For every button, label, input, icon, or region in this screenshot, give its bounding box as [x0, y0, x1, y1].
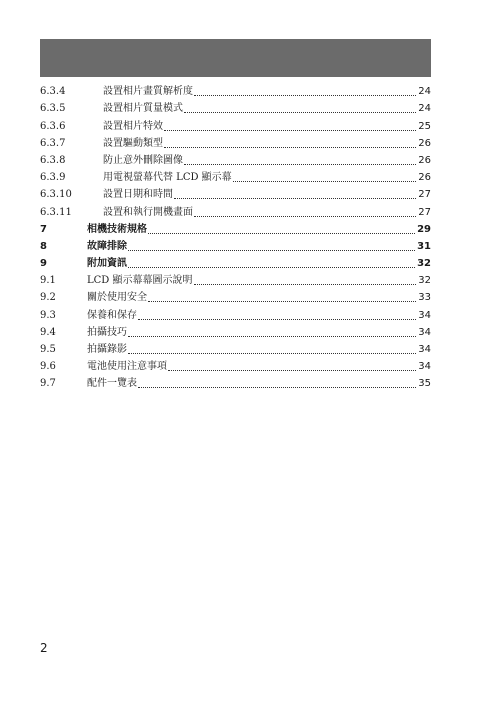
toc-entry-line: [103, 207, 431, 219]
toc-entry[interactable]: 8 故障排除 31: [40, 240, 431, 252]
toc-entry-page: 34: [418, 326, 431, 338]
toc-entry-page: 27: [418, 206, 431, 218]
toc-entry-title: 用電視螢幕代替 LCD 顯示幕: [103, 172, 232, 184]
toc-entry-page: 34: [418, 361, 431, 373]
toc-entry[interactable]: 9 附加資訊 32: [40, 258, 431, 270]
dot-leader: [148, 233, 415, 234]
dot-leader: [128, 267, 415, 268]
toc-entry-page: 24: [418, 103, 431, 115]
toc-entry-page: 33: [418, 292, 431, 304]
dot-leader: [194, 95, 416, 96]
toc-entry[interactable]: 6.3.11 設置和執行開機畫面 27: [40, 206, 431, 218]
toc-entry-title: 防止意外刪除圖像: [103, 154, 183, 166]
toc-entry-title: 設置相片畫質解析度: [103, 86, 193, 98]
toc-entry-title: 附加資訊: [87, 258, 127, 270]
toc-entry-title: 拍攝錄影: [87, 344, 127, 355]
toc-entry[interactable]: 9.6 電池使用注意事項 34: [40, 361, 431, 373]
dot-leader: [138, 319, 416, 320]
dot-leader: [164, 130, 416, 131]
toc-entry-title: LCD 顯示幕幕圖示說明: [87, 275, 193, 287]
toc-entry[interactable]: 6.3.5 設置相片質量模式 24: [40, 103, 431, 115]
toc-entry-title: 故障排除: [87, 240, 127, 252]
toc-entry-page: 32: [417, 258, 431, 270]
toc-entry-line: [103, 172, 431, 184]
dot-leader: [233, 181, 417, 182]
dot-leader: [164, 147, 416, 148]
toc-entry-line: [103, 155, 431, 167]
toc-entry-page: 26: [418, 137, 431, 149]
toc-entry[interactable]: 9.5 拍攝錄影 34: [40, 344, 431, 355]
page-number: 2: [40, 641, 48, 655]
toc-entry-title: 電池使用注意事項: [87, 361, 167, 373]
toc-entry-line: [103, 121, 431, 133]
toc-entry-title: 相機技術規格: [87, 223, 147, 235]
toc-entry-page: 34: [418, 344, 431, 355]
toc-entry-title: 設置日期和時間: [103, 189, 173, 201]
toc-entry-line: [87, 258, 431, 270]
dot-leader: [138, 387, 416, 388]
toc-entry-line: [87, 310, 431, 322]
toc-entry-line: [87, 275, 431, 287]
toc-entry[interactable]: 9.3 保養和保存 34: [40, 309, 431, 321]
toc-entry[interactable]: 9.4 拍攝技巧 34: [40, 326, 431, 338]
header-bar: [40, 39, 431, 77]
toc-entry[interactable]: 6.3.4 設置相片畫質解析度 24: [40, 86, 431, 98]
dot-leader: [128, 250, 415, 251]
dot-leader: [148, 301, 416, 302]
dot-leader: [194, 284, 417, 285]
toc-entry-page: 25: [418, 120, 431, 132]
toc-entry-page: 34: [418, 309, 431, 321]
toc-entry-title: 拍攝技巧: [87, 326, 127, 338]
toc-entry-line: [87, 292, 431, 304]
dot-leader: [184, 164, 416, 165]
toc-entry[interactable]: 6.3.6 設置相片特效 25: [40, 120, 431, 132]
toc-entry-page: 26: [418, 172, 431, 184]
toc-entry-line: [87, 378, 431, 390]
toc-entry-title: 設置驅動類型: [103, 137, 163, 149]
toc-entry-title: 設置相片質量模式: [103, 103, 183, 115]
dot-leader: [128, 336, 416, 337]
dot-leader: [194, 216, 416, 217]
toc-entry[interactable]: 7 相機技術規格 29: [40, 223, 431, 235]
toc-entry-line: [87, 344, 431, 356]
toc-entry-page: 29: [417, 223, 431, 235]
toc-entry[interactable]: 6.3.8 防止意外刪除圖像 26: [40, 154, 431, 166]
toc-entry-title: 設置相片特效: [103, 120, 163, 132]
toc-entry-page: 31: [417, 240, 431, 252]
toc-entry[interactable]: 6.3.9 用電視螢幕代替 LCD 顯示幕 26: [40, 172, 431, 184]
toc-entry-line: [87, 241, 431, 253]
toc-entry-title: 設置和執行開機畫面: [103, 206, 193, 218]
toc-entry-line: [103, 103, 431, 115]
dot-leader: [128, 353, 416, 354]
toc-entry-title: 配件一覽表: [87, 378, 137, 390]
toc-entry[interactable]: 6.3.7 設置驅動類型 26: [40, 137, 431, 149]
toc-entry[interactable]: 9.7 配件一覽表 35: [40, 378, 431, 390]
toc-entry-line: [87, 224, 431, 236]
toc-entry[interactable]: 9.2 關於使用安全 33: [40, 292, 431, 304]
toc-entry-line: [87, 327, 431, 339]
toc-entry-title: 關於使用安全: [87, 292, 147, 304]
toc-entry[interactable]: 6.3.10 設置日期和時間 27: [40, 189, 431, 201]
toc-entry-line: [103, 189, 431, 201]
toc-entry-page: 26: [418, 154, 431, 166]
toc-entry-title: 保養和保存: [87, 309, 137, 321]
toc-entry-line: [87, 361, 431, 373]
toc-entry[interactable]: 9.1 LCD 顯示幕幕圖示說明 32: [40, 275, 431, 287]
table-of-contents: [40, 81, 431, 390]
toc-entry-page: 24: [418, 86, 431, 98]
toc-entry-page: 35: [418, 378, 431, 390]
dot-leader: [174, 198, 416, 199]
toc-entry-line: [103, 138, 431, 150]
toc-entry-line: [103, 86, 431, 98]
dot-leader: [184, 112, 416, 113]
toc-entry-page: 27: [418, 189, 431, 201]
toc-entry-page: 32: [418, 275, 431, 287]
dot-leader: [168, 370, 416, 371]
